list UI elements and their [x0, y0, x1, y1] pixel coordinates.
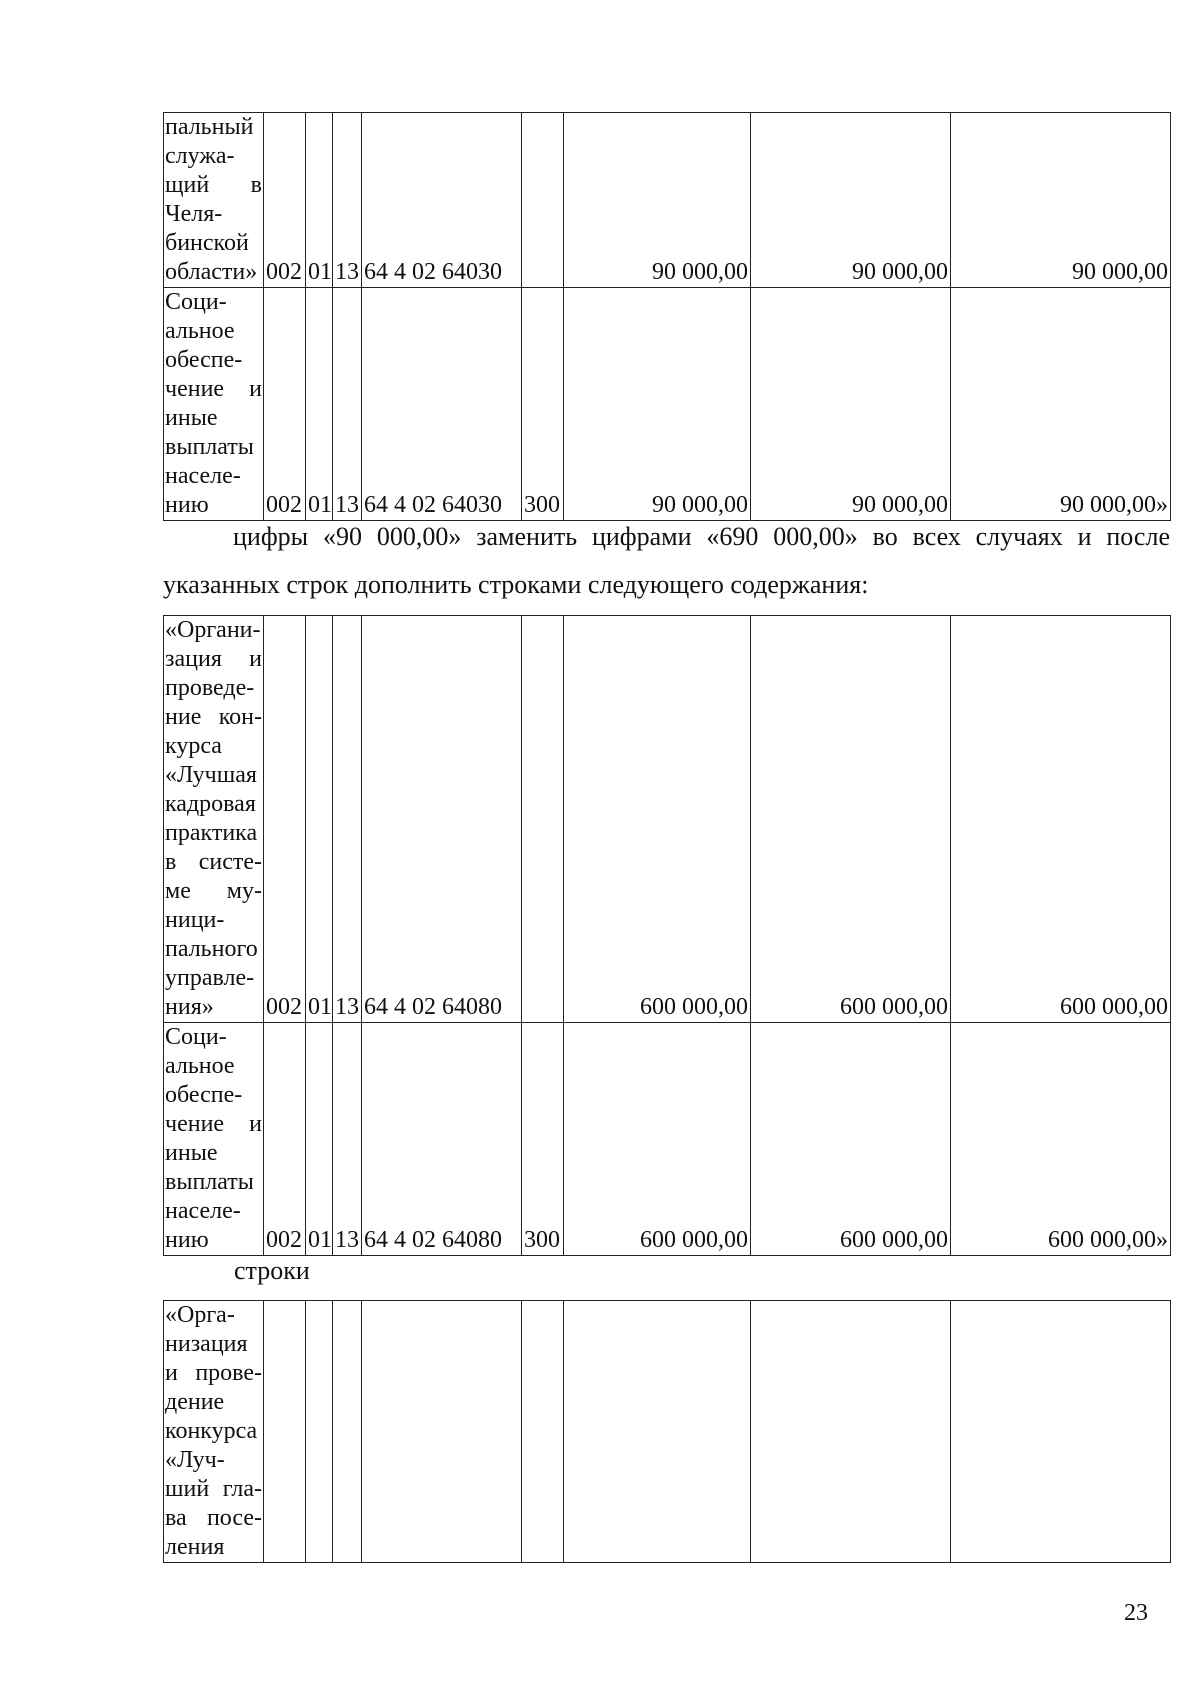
row-name-line: чение и	[165, 1111, 262, 1137]
row-name-cell	[164, 616, 264, 1023]
budget-table-3-body	[164, 1301, 1171, 1563]
row-name-line: Челя-	[165, 201, 223, 227]
row-name-line: ния»	[165, 994, 214, 1020]
row-name-line: конкурса	[165, 1418, 258, 1444]
rz-code-cell	[306, 1301, 333, 1563]
row-name-line: дение	[165, 1389, 225, 1415]
row-name-line: управле-	[165, 965, 255, 991]
rows-caption: строки	[234, 1256, 310, 1285]
row-name-line: ва посе-	[165, 1505, 262, 1531]
amount-cell-1: 600 000,00	[564, 1023, 751, 1256]
budget-table-2	[163, 615, 1171, 1256]
pr-code-cell: 13	[333, 113, 362, 288]
amount-cell-2: 600 000,00	[751, 1023, 951, 1256]
row-name-line: области»	[165, 259, 258, 285]
row-name-line: ший гла-	[165, 1476, 262, 1502]
csr-code-cell: 64 4 02 64030	[362, 288, 522, 521]
table-row	[164, 616, 1171, 1023]
row-name-line: в систе-	[165, 849, 262, 875]
pr-code-cell: 13	[333, 1023, 362, 1256]
table-row	[164, 288, 1171, 521]
row-name-line: ления	[165, 1534, 225, 1560]
gr-code-cell: 002	[264, 616, 306, 1023]
amount-cell-3: 600 000,00	[951, 616, 1171, 1023]
budget-table-1-body	[164, 113, 1171, 521]
row-name-line: иные	[165, 405, 218, 431]
row-name-line: «Орга-	[165, 1302, 235, 1328]
amount-cell-1: 90 000,00	[564, 288, 751, 521]
row-name-line: пального	[165, 936, 258, 962]
gr-code-cell: 002	[264, 1023, 306, 1256]
amendment-text-line-2: указанных строк дополнить строками следующего содержания:	[163, 570, 869, 599]
row-name-line: «Луч-	[165, 1447, 225, 1473]
row-name-line: практика	[165, 820, 258, 846]
amount-cell-2: 90 000,00	[751, 113, 951, 288]
row-name-line: населе-	[165, 463, 241, 489]
row-name-line: выплаты	[165, 434, 254, 460]
amount-cell-1: 600 000,00	[564, 616, 751, 1023]
row-name-line: населе-	[165, 1198, 241, 1224]
rz-code-cell: 01	[306, 616, 333, 1023]
csr-code-cell	[362, 1301, 522, 1563]
page-number: 23	[1124, 1600, 1148, 1626]
pr-code-cell	[333, 1301, 362, 1563]
row-name-line: выплаты	[165, 1169, 254, 1195]
row-name-line: низация	[165, 1331, 248, 1357]
amount-cell-3	[951, 1301, 1171, 1563]
gr-code-cell	[264, 1301, 306, 1563]
row-name-cell	[164, 1301, 264, 1563]
row-name-line: пальный	[165, 114, 254, 140]
row-name-line: кадровая	[165, 791, 256, 817]
rz-code-cell: 01	[306, 288, 333, 521]
amount-cell-1	[564, 1301, 751, 1563]
row-name-line: ме му-	[165, 878, 262, 904]
row-name-line: нию	[165, 1227, 209, 1253]
row-name-line: ници-	[165, 907, 225, 933]
csr-code-cell: 64 4 02 64080	[362, 616, 522, 1023]
rz-code-cell: 01	[306, 1023, 333, 1256]
amount-cell-2	[751, 1301, 951, 1563]
budget-table-1	[163, 112, 1171, 521]
row-name-line: курса	[165, 733, 222, 759]
budget-table-3	[163, 1300, 1171, 1563]
row-name-line: служа-	[165, 143, 235, 169]
table-row	[164, 1023, 1171, 1256]
amount-cell-2: 90 000,00	[751, 288, 951, 521]
vr-code-cell: 300	[522, 288, 564, 521]
row-name-line: Соци-	[165, 1024, 227, 1050]
pr-code-cell: 13	[333, 288, 362, 521]
amount-cell-2: 600 000,00	[751, 616, 951, 1023]
row-name-line: бинской	[165, 230, 249, 256]
row-name-line: чение и	[165, 376, 262, 402]
vr-code-cell: 300	[522, 1023, 564, 1256]
row-name-line: проведе-	[165, 675, 255, 701]
amendment-text	[163, 522, 1170, 600]
gr-code-cell: 002	[264, 113, 306, 288]
row-name-cell	[164, 113, 264, 288]
row-name-cell	[164, 1023, 264, 1256]
row-name-line: и прове-	[165, 1360, 262, 1386]
vr-code-cell	[522, 113, 564, 288]
row-name-line: ние кон-	[165, 704, 262, 730]
gr-code-cell: 002	[264, 288, 306, 521]
row-name-line: зация и	[165, 646, 262, 672]
vr-code-cell	[522, 616, 564, 1023]
row-name-line: обеспе-	[165, 347, 243, 373]
vr-code-cell	[522, 1301, 564, 1563]
table-row	[164, 1301, 1171, 1563]
amount-cell-3: 90 000,00»	[951, 288, 1171, 521]
amount-cell-1: 90 000,00	[564, 113, 751, 288]
amount-cell-3: 90 000,00	[951, 113, 1171, 288]
row-name-line: альное	[165, 318, 235, 344]
amount-cell-3: 600 000,00»	[951, 1023, 1171, 1256]
row-name-line: щий в	[165, 172, 262, 198]
rz-code-cell: 01	[306, 113, 333, 288]
row-name-line: обеспе-	[165, 1082, 243, 1108]
amendment-text-line-1: цифры «90 000,00» заменить цифрами «690 000,00» во всех случаях и после	[233, 522, 1170, 551]
csr-code-cell: 64 4 02 64080	[362, 1023, 522, 1256]
row-name-cell	[164, 288, 264, 521]
row-name-line: «Лучшая	[165, 762, 257, 788]
row-name-line: Соци-	[165, 289, 227, 315]
pr-code-cell: 13	[333, 616, 362, 1023]
table-row	[164, 113, 1171, 288]
row-name-line: альное	[165, 1053, 235, 1079]
csr-code-cell: 64 4 02 64030	[362, 113, 522, 288]
row-name-line: нию	[165, 492, 209, 518]
row-name-line: иные	[165, 1140, 218, 1166]
row-name-line: «Органи-	[165, 617, 261, 643]
budget-table-2-body	[164, 616, 1171, 1256]
